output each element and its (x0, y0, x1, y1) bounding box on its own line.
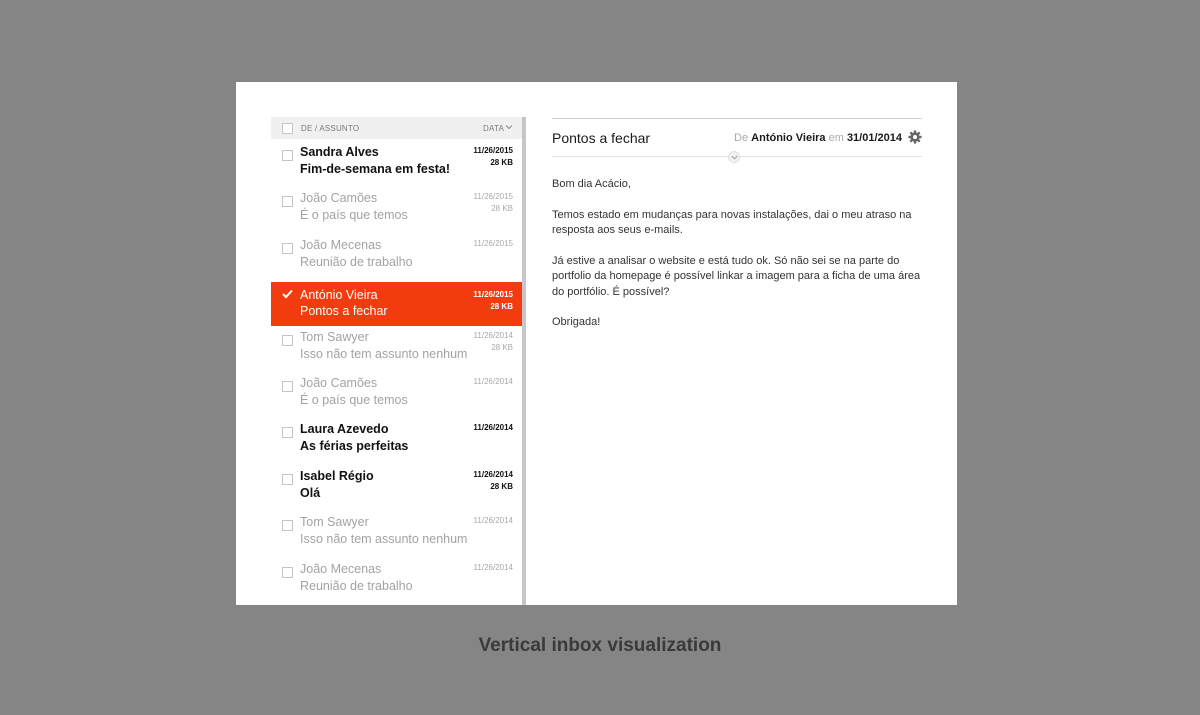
row-checkbox[interactable] (282, 381, 293, 392)
message-date: 11/26/2014 (473, 562, 513, 572)
sender-subject-column-header: DE / ASSUNTO (301, 124, 360, 133)
date-sort-button[interactable]: DATA (483, 124, 504, 133)
sender-name: Tom Sawyer (300, 329, 369, 344)
message-size: 28 KB (490, 302, 513, 312)
list-item[interactable] (271, 190, 522, 236)
message-date: 11/26/2014 (473, 330, 513, 340)
list-item[interactable] (271, 561, 522, 605)
body-paragraph: Temos estado em mudanças para novas instalações, dai o meu atraso na resposta aos seus e-mails. (552, 208, 912, 236)
list-item[interactable] (271, 421, 522, 467)
message-meta (734, 132, 902, 144)
message-body (552, 177, 922, 346)
check-icon[interactable] (282, 289, 293, 299)
list-item[interactable] (271, 144, 522, 190)
message-date: 11/26/2014 (473, 469, 513, 479)
message-title: Pontos a fechar (552, 130, 651, 146)
caption: Vertical inbox visualization (478, 635, 722, 656)
expand-header-button[interactable] (728, 151, 740, 163)
message-size: 28 KB (491, 342, 513, 352)
message-subject: Fim-de-semana em festa! (300, 162, 451, 176)
row-checkbox[interactable] (282, 474, 293, 485)
row-checkbox[interactable] (282, 335, 293, 346)
message-date: 11/26/2015 (473, 192, 513, 202)
row-checkbox[interactable] (282, 243, 293, 254)
chevron-down-icon (731, 155, 738, 160)
message-subject: Reunião de trabalho (300, 254, 413, 269)
from-label: De (734, 132, 749, 144)
row-checkbox[interactable] (282, 520, 293, 531)
select-all-checkbox[interactable] (282, 123, 293, 134)
sender-name: João Camões (300, 191, 378, 206)
list-item[interactable] (271, 329, 522, 375)
row-checkbox[interactable] (282, 567, 293, 578)
message-subject: É o país que temos (300, 208, 408, 223)
inbox-header (271, 117, 522, 139)
message-subject: Olá (300, 485, 321, 500)
message-rows (271, 144, 522, 605)
row-checkbox[interactable] (282, 196, 293, 207)
message-subject: Isso não tem assunto nenhum (300, 532, 468, 547)
message-date: 11/26/2014 (473, 516, 513, 526)
inbox-scrollbar[interactable] (522, 117, 526, 605)
message-size: 28 KB (490, 158, 513, 167)
message-date: 11/26/2014 (473, 376, 513, 386)
sender-name: António Vieira (300, 288, 378, 303)
message-subject: Pontos a fechar (300, 304, 388, 319)
mail-client-card (236, 82, 957, 605)
message-date: 11/26/2014 (473, 423, 513, 433)
reading-pane (552, 117, 922, 587)
sender-name: João Mecenas (300, 237, 382, 252)
message-subject: Isso não tem assunto nenhum (300, 346, 468, 361)
sender-name: Laura Azevedo (300, 422, 389, 437)
sender-name: Isabel Régio (300, 468, 374, 483)
message-subject: Reunião de trabalho (300, 578, 413, 593)
date-label: em (828, 132, 844, 144)
row-checkbox[interactable] (282, 150, 293, 161)
divider (552, 118, 922, 119)
list-item[interactable] (271, 514, 522, 560)
message-size: 28 KB (490, 481, 513, 491)
inbox-list (271, 117, 522, 605)
list-item[interactable] (271, 468, 522, 514)
message-size: 28 KB (491, 204, 513, 214)
message-subject: As férias perfeitas (300, 439, 409, 454)
message-date: 11/26/2015 (473, 146, 513, 155)
message-date: 11/26/2015 (473, 290, 513, 300)
chevron-down-icon[interactable] (505, 123, 513, 131)
sender-name: João Camões (300, 375, 378, 390)
gear-icon[interactable] (908, 130, 922, 144)
list-item[interactable] (271, 375, 522, 421)
message-date: 31/01/2014 (846, 132, 902, 144)
sender-name: João Mecenas (300, 561, 382, 576)
body-paragraph: Já estive a analisar o website e está tudo ok. Só não sei se na parte do portfolio da homepage é possível linkar a imagem para a ficha de uma área do portfólio. É possível? (552, 254, 921, 298)
body-paragraph: Bom dia Acácio, (552, 178, 631, 190)
sender-name: Tom Sawyer (300, 515, 369, 530)
row-checkbox[interactable] (282, 427, 293, 438)
list-item[interactable] (271, 237, 522, 283)
from-name[interactable]: António Vieira (751, 132, 826, 144)
list-item-selected[interactable] (271, 282, 522, 326)
message-date: 11/26/2015 (473, 238, 513, 248)
body-paragraph: Obrigada! (552, 316, 601, 328)
sender-name: Sandra Alves (300, 145, 379, 159)
message-subject: É o país que temos (300, 392, 408, 407)
